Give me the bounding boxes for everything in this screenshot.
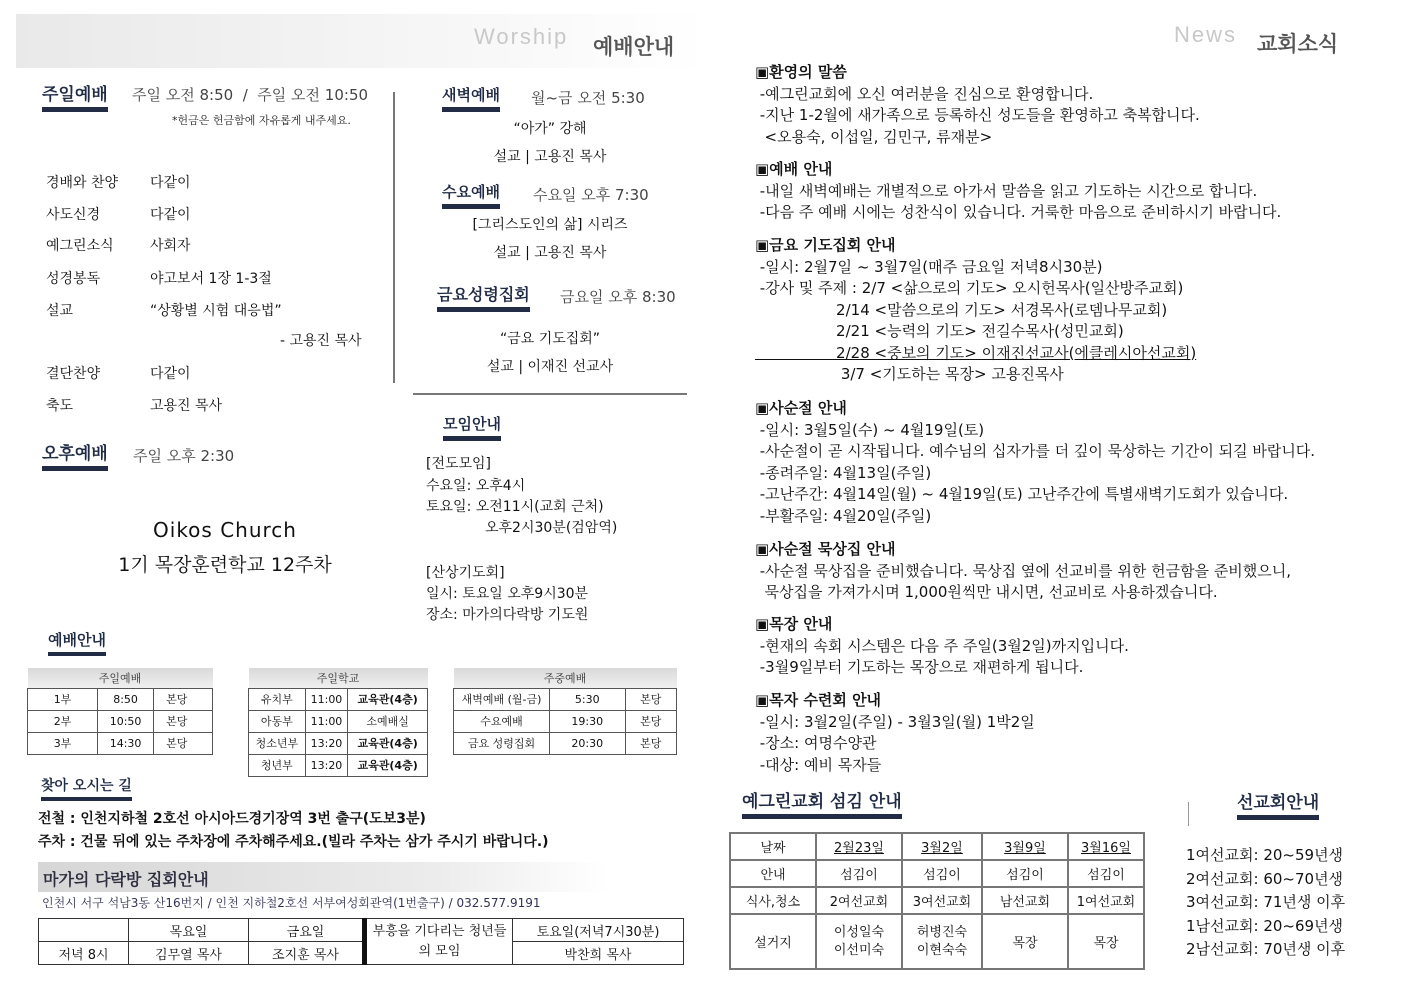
dawn-topic: “아가” 강해 <box>513 121 587 137</box>
friday-worship-time: 금요일 오후 8:30 <box>560 288 676 306</box>
table-row: 아동부 11:00 소예배실 <box>249 710 428 732</box>
list-item: 1여선교회: 20~59년생 <box>1186 846 1344 864</box>
table-row: 2부 10:50 본당 <box>28 710 213 732</box>
wednesday-worship-title: 수요예배 <box>442 181 500 209</box>
maga-address: 인천시 서구 석남3동 산16번지 / 인천 지하철2호선 서부여성회관역(1번출구) / 032.577.9191 <box>42 896 541 910</box>
maga-schedule-table: 목요일 금요일 부흥을 기다리는 청년들의 모임 토요일(저녁7시30분) 저녁 8시 김무열 목사 조지훈 목사 박찬희 목사 <box>38 918 684 965</box>
sunday-worship-times: 주일 오전 8:50 / 주일 오전 10:50 <box>132 86 369 104</box>
order-value: 야고보서 1장 1-3절 <box>150 271 272 287</box>
news-lent: ▣사순절 안내 -일시: 3월5일(수) ~ 4월19일(토) -사순절이 곧 시작됩니다. 예수님의 십자가를 더 깊이 묵상하는 기간이 되길 바랍니다. -종려주일: 4월13일(주일) -고난주간: 4월14일(월) ~ 4월19일(토) 고난주간에 특별새벽기도회가 있습니다. -부활주일: 4월20일(주일) <box>755 399 1316 525</box>
order-label: 축도 <box>46 398 74 414</box>
news-en-title: News <box>1174 22 1238 47</box>
list-item: 1남선교회: 20~69년생 <box>1186 916 1344 935</box>
evangelism-sat-2: 오후2시30분(검암역) <box>485 520 618 536</box>
table-header: 주일예배 <box>28 668 213 688</box>
order-value: 사회자 <box>150 238 191 254</box>
news-cell-group: ▣목장 안내 -현재의 속회 시스템은 다음 주 주일(3월2일)까지입니다. -3월9일부터 기도하는 목장으로 재편하게 됩니다. <box>755 615 1129 676</box>
sermon-preacher: - 고용진 목사 <box>280 333 362 349</box>
order-label: 설교 <box>46 303 74 319</box>
table-header: 주일학교 <box>249 668 428 688</box>
news-ko-title: 교회소식 <box>1257 32 1339 56</box>
sunday-schedule-table <box>27 668 213 755</box>
table-row: 1부 8:50 본당 <box>28 688 213 710</box>
worship-en-title: Worship <box>474 24 569 49</box>
middle-divider <box>413 393 687 395</box>
meetings-title: 모임안내 <box>443 413 501 441</box>
oikos-training-week: 1기 목장훈련학교 12주차 <box>118 554 332 576</box>
news-leader-retreat: ▣목자 수련회 안내 -일시: 3월2일(주일) - 3월3일(월) 1박2일 -장소: 여명수양관 -대상: 예비 목자들 <box>755 691 1035 774</box>
table-row: 식사,청소 2여선교회 3여선교회 남선교회 1여선교회 <box>730 887 1144 914</box>
friday-topic: “금요 기도집회” <box>499 331 601 347</box>
wednesday-topic: [그리스도인의 삶] 시리즈 <box>472 217 628 233</box>
wednesday-speaker: 설교 | 고용진 목사 <box>493 245 607 261</box>
order-value: 다같이 <box>150 366 191 382</box>
mission-list <box>1186 844 1345 962</box>
maga-youth-meeting: 부흥을 기다리는 청년들의 모임 <box>365 919 513 965</box>
dawn-speaker: 설교 | 고용진 목사 <box>493 149 607 165</box>
table-row: 3부 14:30 본당 <box>28 732 213 754</box>
directions-parking: 주차 : 건물 뒤에 있는 주차장에 주차해주세요.(빌라 주차는 삼가 주시기 바랍니다.) <box>38 834 549 850</box>
mountain-prayer-place: 장소: 마가의다락방 기도원 <box>426 607 589 623</box>
afternoon-worship-time: 주일 오후 2:30 <box>133 447 235 465</box>
evangelism-sat: 토요일: 오전11시(교회 근처) <box>426 499 604 515</box>
order-value: “상황별 시험 대응법” <box>150 303 282 319</box>
oikos-church-name: Oikos Church <box>153 518 297 542</box>
evangelism-wed: 수요일: 오후4시 <box>426 478 526 494</box>
table-row: 유치부 11:00 교육관(4층) <box>249 688 428 710</box>
mission-divider <box>1188 802 1189 826</box>
list-item: 2남선교회: 70년생 이후 <box>1186 940 1346 958</box>
table-row: 수요예배 19:30 본당 <box>454 710 677 732</box>
friday-worship-title: 금요성령집회 <box>437 282 530 312</box>
table-row: 새벽예배 (월-금) 5:30 본당 <box>454 688 677 710</box>
news-friday-prayer: ▣금요 기도집회 안내 -일시: 2월7일 ~ 3월7일(매주 금요일 저녁8시30분) -강사 및 주제 : 2/7 <삶으로의 기도> 오시헌목사(일산방주교회) 2/14 <말씀으로의 기도> 서경목사(로뎀나무교회) 2/21 <능력의 기도> 전길수목사(성민교회) 2/28 <중보의 기도> 이재진선교사(에클레시아선교회) 3/7 <기도하는 목장> 고용진목사 <box>755 236 1197 383</box>
directions-subway: 전철 : 인천지하철 2호선 아시아드경기장역 3번 출구(도보3분) <box>38 811 426 827</box>
news-lent-devotional: ▣사순절 묵상집 안내 -사순절 묵상집을 준비했습니다. 묵상집 옆에 선교비를 위한 헌금함을 준비했으니, 묵상집을 가져가시며 1,000원씩만 내시면, 선교비로 사용하겠습니다. <box>755 540 1292 601</box>
order-label: 경배와 찬양 <box>46 175 119 191</box>
worship-ko-title: 예배안내 <box>593 35 675 59</box>
serving-table <box>729 832 1145 970</box>
order-value: 다같이 <box>150 207 191 223</box>
sunday-worship-title: 주일예배 <box>42 80 108 112</box>
offering-note: *헌금은 헌금함에 자유롭게 내주세요. <box>172 114 351 127</box>
table-row: 청년부 13:20 교육관(4층) <box>249 754 428 776</box>
table-row: 금요 성령집회 20:30 본당 <box>454 732 677 754</box>
column-divider <box>393 92 395 383</box>
table-row: 설거지 이성일숙 이선미숙 허병진숙 이현숙숙 목장 목장 <box>730 914 1144 969</box>
order-label: 성경봉독 <box>46 271 101 287</box>
table-row: 날짜 2월23일 3월2일 3월9일 3월16일 <box>730 833 1144 860</box>
order-label: 사도신경 <box>46 207 101 223</box>
order-value: 다같이 <box>150 175 191 191</box>
order-label: 예그린소식 <box>46 238 114 254</box>
weekday-schedule-table <box>453 668 677 755</box>
order-label: 결단찬양 <box>46 366 101 382</box>
table-header: 주중예배 <box>454 668 677 688</box>
directions-title: 찾아 오시는 길 <box>41 775 132 801</box>
order-value: 고용진 목사 <box>150 398 223 414</box>
sunday-school-table <box>248 668 428 777</box>
serving-title: 예그린교회 섬김 안내 <box>742 787 902 819</box>
worship-info-title: 예배안내 <box>48 629 106 656</box>
table-row: 안내 섬김이 섬김이 섬김이 섬김이 <box>730 860 1144 887</box>
mountain-prayer-title: [산상기도회] <box>426 565 505 581</box>
list-item: 2여선교회: 60~70년생 <box>1186 869 1344 888</box>
evangelism-title: [전도모임] <box>426 456 492 472</box>
dawn-worship-time: 월~금 오전 5:30 <box>531 89 645 107</box>
afternoon-worship-title: 오후예배 <box>42 439 108 471</box>
news-worship: ▣예배 안내 -내일 새벽예배는 개별적으로 아가서 말씀을 읽고 기도하는 시간으로 합니다. -다음 주 예배 시에는 성찬식이 있습니다. 거룩한 마음으로 준비하시기 바랍니다. <box>755 160 1282 221</box>
dawn-worship-title: 새벽예배 <box>442 84 500 112</box>
mountain-prayer-time: 일시: 토요일 오후9시30분 <box>426 586 589 602</box>
mission-title: 선교회안내 <box>1237 788 1319 820</box>
wednesday-worship-time: 수요일 오후 7:30 <box>533 186 649 204</box>
list-item: 3여선교회: 71년생 이후 <box>1186 893 1346 911</box>
maga-title: 마가의 다락방 집회안내 <box>43 870 209 889</box>
table-row: 청소년부 13:20 교육관(4층) <box>249 732 428 754</box>
news-welcome: ▣환영의 말씀 -예그린교회에 오신 여러분을 진심으로 환영합니다. -지난 1-2월에 새가족으로 등록하신 성도들을 환영하고 축복합니다. <오용숙, 이섭일, 김민구, 류재분> <box>755 63 1200 146</box>
friday-speaker: 설교 | 이재진 선교사 <box>486 359 614 375</box>
